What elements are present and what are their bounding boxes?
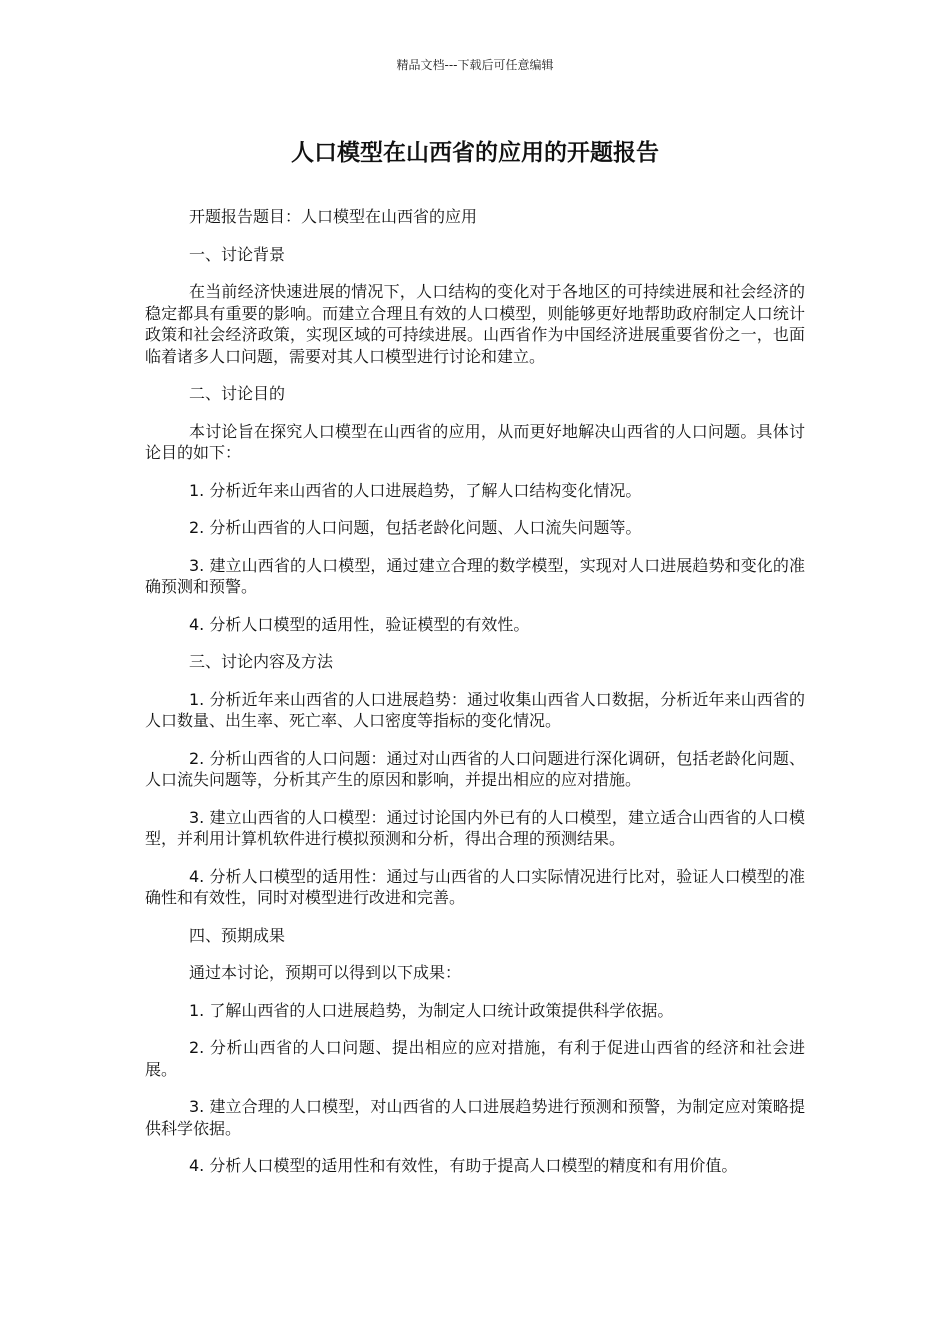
list-item: 2. 分析山西省的人口问题，包括老龄化问题、人口流失问题等。 <box>189 518 642 537</box>
body-paragraph: 通过本讨论，预期可以得到以下成果： <box>189 963 462 982</box>
list-item: 1. 了解山西省的人口进展趋势，为制定人口统计政策提供科学依据。 <box>189 1000 674 1020</box>
list-item: 1. 分析近年来山西省的人口进展趋势，了解人口结构变化情况。 <box>189 480 642 500</box>
section-heading: 三、讨论内容及方法 <box>189 652 334 671</box>
page-header: 精品文档---下载后可任意编辑 <box>396 58 554 72</box>
list-item: 4. 分析人口模型的适用性和有效性，有助于提高人口模型的精度和有用价值。 <box>189 1156 738 1175</box>
report-topic: 开题报告题目：人口模型在山西省的应用 <box>189 207 478 226</box>
list-item: 2. 分析山西省的人口问题：通过对山西省的人口问题进行深化调研，包括老龄化问题、人口流失问题等，分析其产生的原因和影响，并提出相应的应对措施。 <box>145 748 805 789</box>
list-item: 4. 分析人口模型的适用性，验证模型的有效性。 <box>189 614 530 634</box>
list-item: 3. 建立山西省的人口模型：通过讨论国内外已有的人口模型，建立适合山西省的人口模型，并利用计算机软件进行模拟预测和分析，得出合理的预测结果。 <box>145 807 805 848</box>
list-item: 1. 分析近年来山西省的人口进展趋势：通过收集山西省人口数据，分析近年来山西省的人口数量、出生率、死亡率、人口密度等指标的变化情况。 <box>145 689 805 730</box>
body-paragraph: 在当前经济快速进展的情况下，人口结构的变化对于各地区的可持续进展和社会经济的稳定都具有重要的影响。而建立合理且有效的人口模型，则能够更好地帮助政府制定人口统计政策和社会经济政策，实现区域的可持续进展。山西省作为中国经济进展重要省份之一，也面临着诸多人口问题，需要对其人口模型进行讨论和建立。 <box>145 282 805 366</box>
section-heading: 一、讨论背景 <box>189 244 286 264</box>
document-title: 人口模型在山西省的应用的开题报告 <box>291 140 659 166</box>
list-item: 3. 建立山西省的人口模型，通过建立合理的数学模型，实现对人口进展趋势和变化的准确预测和预警。 <box>145 555 805 596</box>
section-heading: 四、预期成果 <box>189 925 286 945</box>
document-body <box>145 206 805 1193</box>
list-item: 3. 建立合理的人口模型，对山西省的人口进展趋势进行预测和预警，为制定应对策略提供科学依据。 <box>145 1097 805 1138</box>
list-item: 4. 分析人口模型的适用性：通过与山西省的人口实际情况进行比对，验证人口模型的准确性和有效性，同时对模型进行改进和完善。 <box>145 866 805 907</box>
section-heading: 二、讨论目的 <box>189 384 286 403</box>
list-item: 2. 分析山西省的人口问题、提出相应的应对措施，有利于促进山西省的经济和社会进展。 <box>145 1038 805 1079</box>
body-paragraph: 本讨论旨在探究人口模型在山西省的应用，从而更好地解决山西省的人口问题。具体讨论目的如下： <box>145 421 805 462</box>
